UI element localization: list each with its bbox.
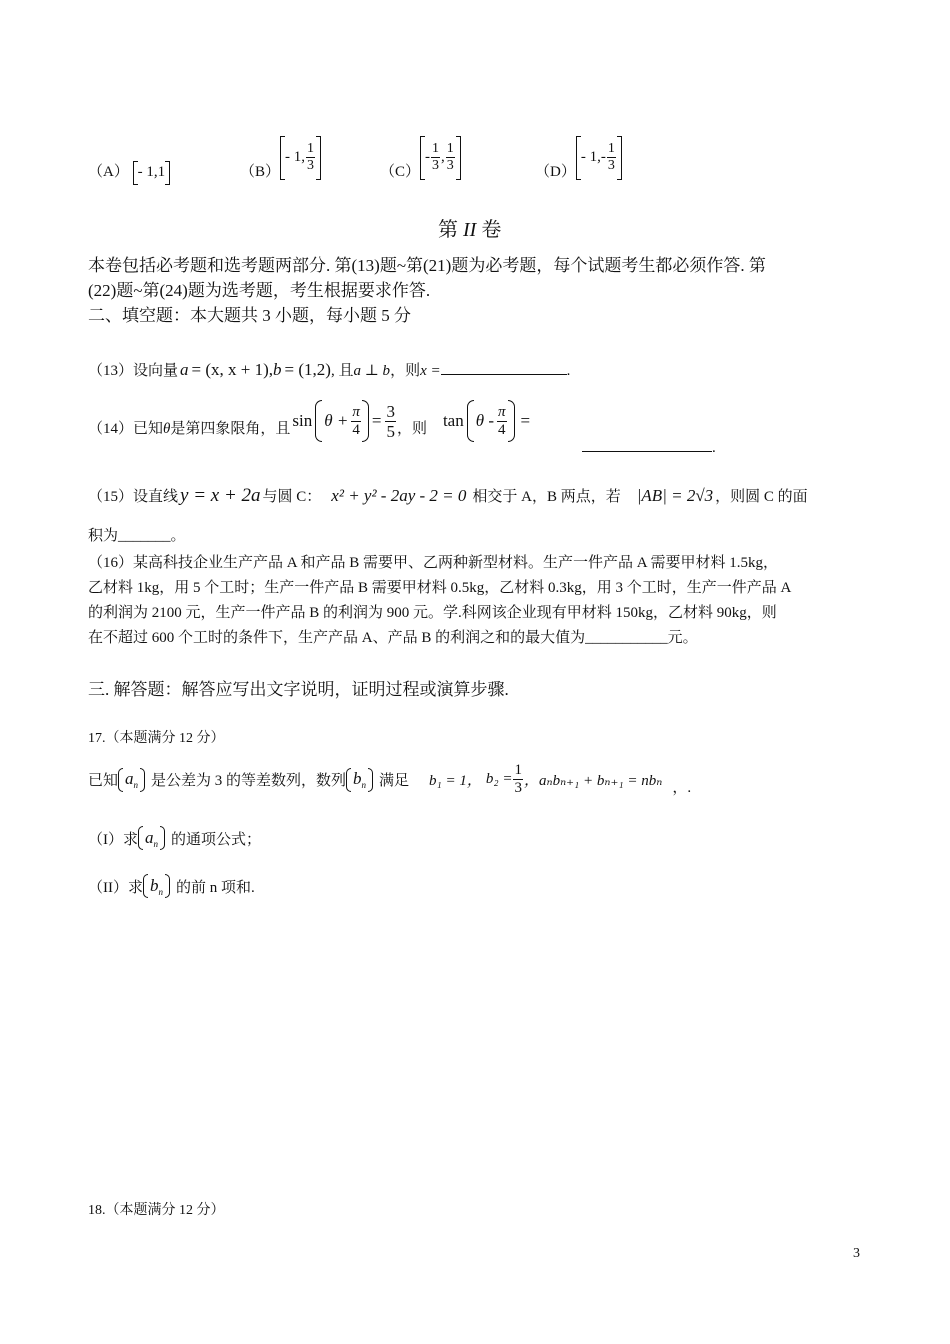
answer-blank[interactable] xyxy=(582,451,712,452)
sequence-a: $a_n$ xyxy=(118,768,145,792)
option-d xyxy=(535,134,622,181)
option-a-label: （A） xyxy=(88,164,129,180)
minus-sign: - xyxy=(425,149,431,165)
question-17-body: 已知 $a_n$ 是公差为 3 的等差数列，数列 $b_n$ 满足 b₁ = 1， b₂ = $\frac{1}{3}$ ，aₙbₙ₊₁ + bₙ₊₁ = nbₙ ，. xyxy=(88,762,692,796)
question-18-head: 18.（本题满分 12 分） xyxy=(88,1203,225,1218)
question-17-part1: （I）求 $a_n$ 的通项公式； xyxy=(88,827,262,849)
answer-blank[interactable] xyxy=(441,374,567,375)
fraction: $\frac{1}{3}$ xyxy=(607,141,615,173)
section-intro-line1: 本卷包括必考题和选考题两部分. 第(13)题~第(21)题为必考题，每个试题考生都必须作答. 第 xyxy=(88,256,766,275)
section3-heading: 三. 解答题：解答应写出文字说明，证明过程或演算步骤. xyxy=(88,680,509,699)
section-intro-line2: (22)题~第(24)题为选考题，考生根据要求作答. xyxy=(88,281,431,300)
comma: , xyxy=(441,149,445,165)
option-b-expr: - 1, xyxy=(285,149,306,165)
option-d-expr: - 1,- xyxy=(580,149,606,165)
sequence-b: $b_n$ xyxy=(143,874,170,898)
fraction: $\frac{1}{3}$ xyxy=(446,141,454,173)
question-16-line1: （16）某高科技企业生产产品 A 和产品 B 需要甲、乙两种新型材料。生产一件产品 A 需要甲材料 1.5kg， xyxy=(88,555,779,571)
question-17-part2: （II）求 $b_n$ 的前 n 项和. xyxy=(88,875,255,897)
question-16-line3: 的利润为 2100 元，生产一件产品 B 的利润为 900 元。学.科网该企业现有甲材料 150kg，乙材料 90kg，则 xyxy=(88,605,777,621)
fill-heading: 二、填空题：本大题共 3 小题，每小题 5 分 xyxy=(88,306,411,325)
fraction: $\frac{3}{5}$ xyxy=(386,401,395,441)
option-a xyxy=(88,160,170,185)
bracket-right xyxy=(165,161,170,185)
sequence-b: $b_n$ xyxy=(346,768,373,792)
page-number: 3 xyxy=(853,1246,860,1261)
q14-blank-line: . xyxy=(582,440,716,457)
bracket-right xyxy=(617,136,622,180)
question-17-head: 17.（本题满分 12 分） xyxy=(88,731,225,746)
sequence-a: $a_n$ xyxy=(138,826,165,850)
fraction: $\frac{\pi}{4}$ xyxy=(352,403,360,438)
question-15-line2: 积为_______。 xyxy=(88,528,186,544)
section-title: 第 II 卷 xyxy=(438,219,502,241)
fraction: $\frac{\pi}{4}$ xyxy=(498,403,506,438)
fraction: $\frac{1}{3}$ xyxy=(514,762,522,796)
sin-expression: sin θ + $\frac{\pi}{4}$ = $\frac{3}{5}$ xyxy=(292,401,395,441)
fraction: $\frac{1}{3}$ xyxy=(432,141,440,173)
fraction: $\frac{1}{3}$ xyxy=(307,141,315,173)
option-c-label: （C） xyxy=(380,164,421,180)
question-14: （14）已知 θ 是第四象限角，且 sin θ + $\frac{\pi}{4}$ = $\frac{3}{5}$ ，则 tan θ - $\frac{\pi}{4}$ = xyxy=(88,401,531,441)
option-b xyxy=(240,134,321,181)
option-b-label: （B） xyxy=(240,164,281,180)
question-13: （13）设向量 a = (x, x + 1), b = (1,2) , 且 a ⊥ b ，则 x = . xyxy=(88,360,571,379)
question-16-line4: 在不超过 600 个工时的条件下，生产产品 A、产品 B 的利润之和的最大值为___________元。 xyxy=(88,630,698,646)
question-16-line2: 乙材料 1kg，用 5 个工时；生产一件产品 B 需要甲材料 0.5kg，乙材料 0.3kg，用 3 个工时，生产一件产品 A xyxy=(88,580,792,596)
question-15: （15）设直线 y = x + 2a 与圆 C： x² + y² - 2ay - 2 = 0 相交于 A，B 两点，若 |AB| = 2√3 ，则圆 C 的面 xyxy=(88,485,808,506)
option-d-label: （D） xyxy=(535,164,576,180)
bracket-right xyxy=(316,136,321,180)
tan-expression: tan θ - $\frac{\pi}{4}$ = xyxy=(443,400,530,442)
bracket-right xyxy=(456,136,461,180)
option-c xyxy=(380,134,461,181)
option-a-expr: - 1,1 xyxy=(137,164,166,180)
